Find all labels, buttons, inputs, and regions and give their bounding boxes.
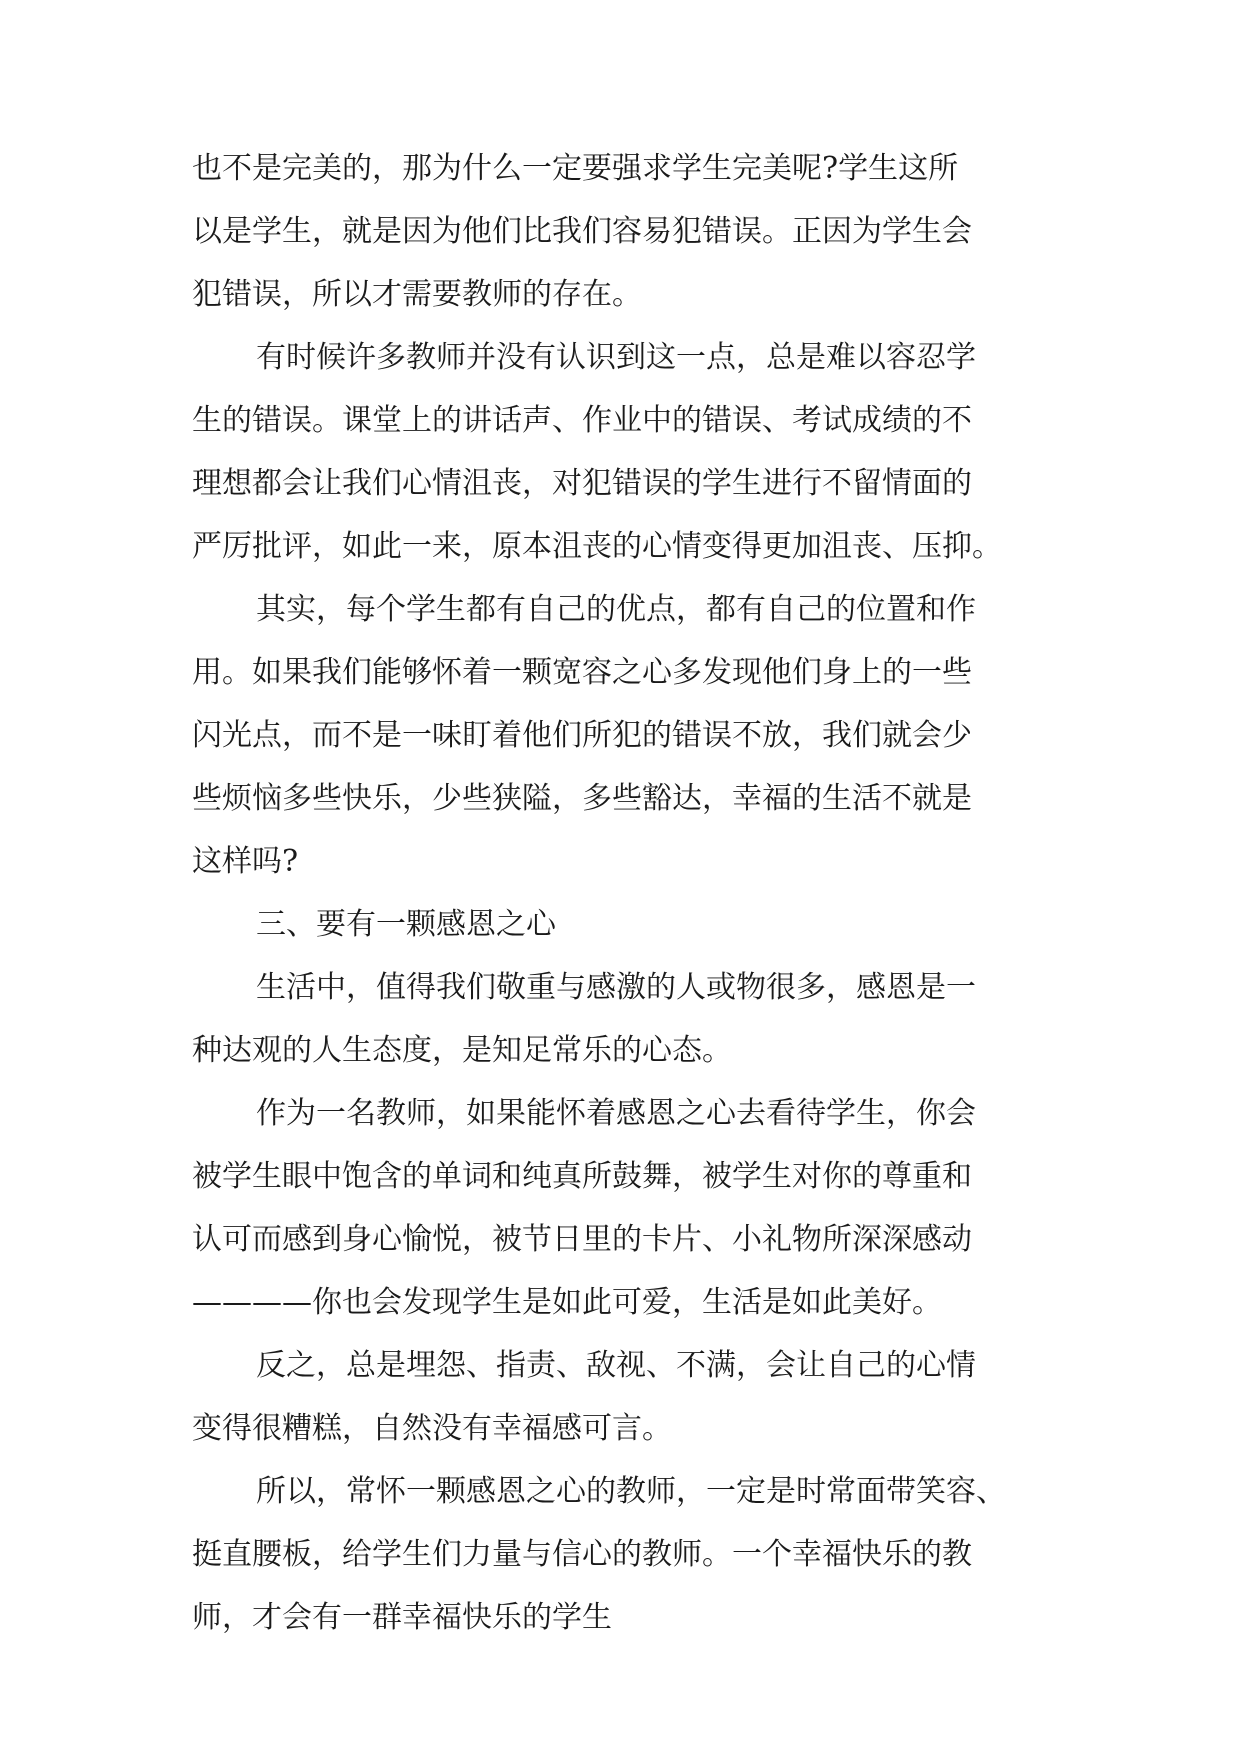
text-line: 生的错误。课堂上的讲话声、作业中的错误、考试成绩的不 (192, 403, 972, 438)
text-line: 闪光点，而不是一味盯着他们所犯的错误不放，我们就会少 (192, 718, 972, 753)
text-line: ————你也会发现学生是如此可爱，生活是如此美好。 (192, 1285, 942, 1320)
text-line: 理想都会让我们心情沮丧，对犯错误的学生进行不留情面的 (192, 466, 972, 501)
text-line: 严厉批评，如此一来，原本沮丧的心情变得更加沮丧、压抑。 (192, 529, 1002, 564)
document-page (192, 0, 1052, 1754)
text-line: 些烦恼多些快乐，少些狭隘，多些豁达，幸福的生活不就是 (192, 781, 972, 816)
text-line: 作为一名教师，如果能怀着感恩之心去看待学生，你会 (256, 1096, 976, 1131)
text-line: 挺直腰板，给学生们力量与信心的教师。一个幸福快乐的教 (192, 1537, 972, 1572)
text-line: 用。如果我们能够怀着一颗宽容之心多发现他们身上的一些 (192, 655, 972, 690)
text-line: 这样吗? (192, 844, 299, 879)
text-line: 所以，常怀一颗感恩之心的教师，一定是时常面带笑容、 (256, 1474, 1006, 1509)
text-line: 以是学生，就是因为他们比我们容易犯错误。正因为学生会 (192, 214, 972, 249)
text-line: 有时候许多教师并没有认识到这一点，总是难以容忍学 (256, 340, 976, 375)
text-line: 反之，总是埋怨、指责、敌视、不满，会让自己的心情 (256, 1348, 976, 1383)
text-line: 犯错误，所以才需要教师的存在。 (192, 277, 642, 312)
text-line: 师，才会有一群幸福快乐的学生 (192, 1600, 612, 1635)
text-line: 变得很糟糕，自然没有幸福感可言。 (192, 1411, 672, 1446)
section-heading: 三、要有一颗感恩之心 (256, 907, 556, 942)
text-line: 也不是完美的，那为什么一定要强求学生完美呢?学生这所 (192, 151, 959, 186)
text-line: 被学生眼中饱含的单词和纯真所鼓舞，被学生对你的尊重和 (192, 1159, 972, 1194)
text-line: 种达观的人生态度，是知足常乐的心态。 (192, 1033, 732, 1068)
text-line: 生活中，值得我们敬重与感激的人或物很多，感恩是一 (256, 970, 976, 1005)
text-line: 认可而感到身心愉悦，被节日里的卡片、小礼物所深深感动 (192, 1222, 972, 1257)
text-line: 其实，每个学生都有自己的优点，都有自己的位置和作 (256, 592, 976, 627)
